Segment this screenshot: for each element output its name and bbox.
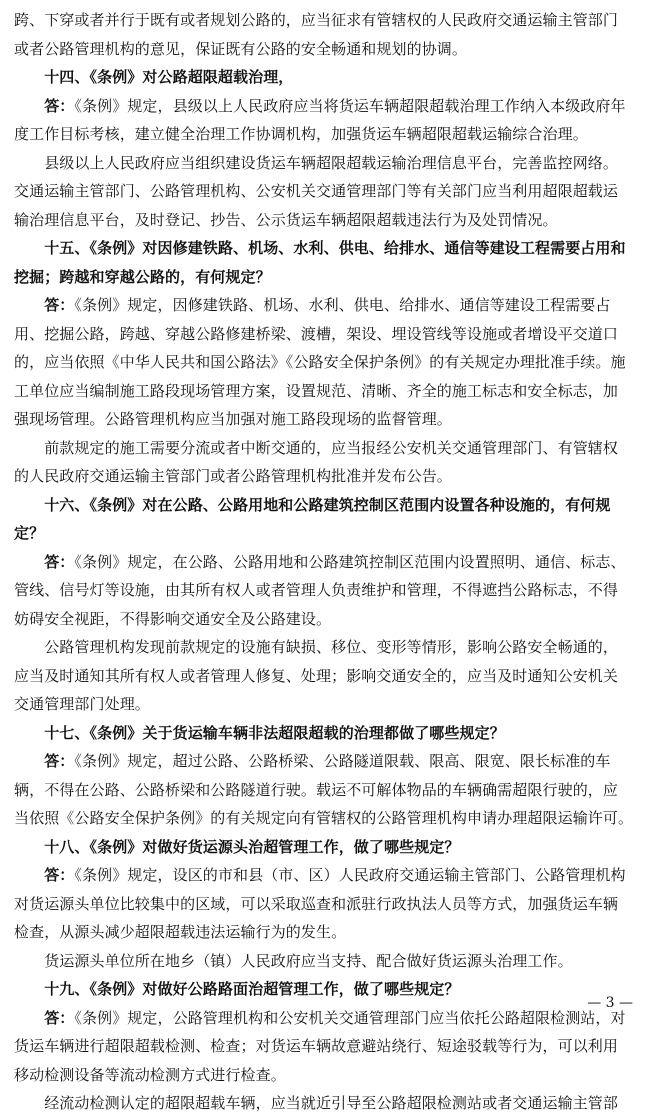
line-text: 《条例》规定，公路管理机构和公安机关交通管理部门应当依托公路超限检测站，对: [74, 1008, 626, 1027]
line-text: 跨、下穿或者并行于既有或者规划公路的，应当征求有管辖权的人民政府交通运输主管部门: [14, 11, 619, 29]
line-text: 妨碍安全视距，不得影响交通安全及公路建设。: [14, 609, 332, 628]
line-text: 或者公路管理机构的意见，保证既有公路的安全畅通和规划的协调。: [14, 39, 468, 58]
line-text: 输治理信息平台，及时登记、抄告、公示货运车辆超限超载违法行为及处罚情况。: [14, 210, 558, 229]
paragraph-line: [14, 1089, 640, 1118]
section-heading-line: [14, 975, 640, 1004]
line-text: 十七、《条例》关于货运输车辆非法超限超载的治理都做了哪些规定？: [14, 723, 505, 742]
paragraph-line: [14, 747, 640, 776]
line-text: 移动检测设备等流动检测方式进行检查。: [14, 1065, 286, 1084]
line-text: 交通管理部门处理。: [14, 695, 150, 713]
paragraph-line: [14, 92, 640, 121]
line-text: 货运源头单位所在地乡（镇）人民政府应当支持、配合做好货运源头治理工作。: [14, 951, 573, 970]
line-text: 经流动检测认定的超限超载车辆，应当就近引导至公路超限检测站或者交通运输主管部: [14, 1094, 619, 1112]
line-text: 《条例》规定，因修建铁路、机场、水利、供电、给排水、通信等建设工程需要占: [74, 296, 611, 314]
paragraph-line: [14, 576, 640, 605]
answer-label: 答：: [14, 866, 75, 884]
section-heading-line: [14, 63, 640, 92]
line-text: 挖掘；跨越和穿越公路的，有何规定？: [14, 267, 271, 286]
answer-label: 答：: [14, 96, 75, 115]
line-text: 十五、《条例》对因修建铁路、机场、水利、供电、给排水、通信等建设工程需要占用和: [14, 239, 626, 257]
paragraph-line: [14, 6, 640, 35]
paragraph-line: [14, 776, 640, 805]
answer-label: 答：: [14, 296, 75, 314]
paragraph-line: [14, 1061, 640, 1090]
paragraph-line: [14, 149, 640, 178]
paragraph-line: [14, 690, 640, 719]
paragraph-line: [14, 434, 640, 463]
paragraph-line: [14, 377, 640, 406]
paragraph-line: [14, 1004, 640, 1033]
line-text: 《条例》规定，设区的市和县（市、区）人民政府交通运输主管部门、公路管理机构: [74, 866, 626, 884]
line-text: 辆，不得在公路、公路桥梁和公路隧道行驶。载运不可解体物品的车辆确需超限行驶的，应: [14, 780, 619, 799]
line-text: 的，应当依照《中华人民共和国公路法》《公路安全保护条例》的有关规定办理批准手续。施: [14, 353, 626, 371]
section-heading-line: [14, 491, 640, 520]
line-text: 公路管理机构发现前款规定的设施有缺损、移位、变形等情形，影响公路安全畅通的，: [14, 638, 619, 656]
line-text: 县级以上人民政府应当组织建设货运车辆超限超载运输治理信息平台，完善监控网络。: [14, 153, 619, 172]
line-text: 应当及时通知其所有权人或者管理人修复、处理；影响交通安全的，应当及时通知公安机关: [14, 666, 619, 685]
paragraph-line: [14, 291, 640, 320]
section-heading-line: [14, 719, 640, 748]
paragraph-line: [14, 804, 640, 833]
line-text: 交通运输主管部门、公路管理机构、公安机关交通管理部门等有关部门应当利用超限超载运: [14, 182, 619, 200]
section-heading-line: [14, 234, 640, 263]
line-text: 当依照《公路安全保护条例》的有关规定向有管辖权的公路管理机构申请办理超限运输许可。: [14, 809, 634, 827]
answer-label: 答：: [14, 552, 75, 571]
page-number: — 3 —: [587, 995, 633, 1011]
paragraph-line: [14, 177, 640, 206]
line-text: 十八、《条例》对做好货运源头治超管理工作，做了哪些规定？: [14, 837, 460, 856]
paragraph-line: [14, 662, 640, 691]
paragraph-line: [14, 605, 640, 634]
line-text: 十四、《条例》对公路超限超载治理，: [14, 68, 294, 86]
section-heading-line: [14, 263, 640, 292]
line-text: 定？: [14, 524, 45, 542]
line-text: 工单位应当编制施工路段现场管理方案，设置规范、清晰、齐全的施工标志和安全标志，加: [14, 381, 619, 400]
paragraph-line: [14, 120, 640, 149]
answer-label: 答：: [14, 1008, 75, 1027]
paragraph-line: [14, 348, 640, 377]
paragraph-line: [14, 1032, 640, 1061]
answer-label: 答：: [14, 752, 75, 770]
line-text: 的人民政府交通运输主管部门或者公路管理机构批准并发布公告。: [14, 467, 452, 485]
paragraph-line: [14, 548, 640, 577]
paragraph-line: [14, 861, 640, 890]
line-text: 十六、《条例》对在公路、公路用地和公路建筑控制区范围内设置各种设施的，有何规: [14, 495, 611, 514]
paragraph-line: [14, 320, 640, 349]
section-heading-line: [14, 833, 640, 862]
line-text: 《条例》规定，县级以上人民政府应当将货运车辆超限超载治理工作纳入本级政府年: [74, 96, 626, 115]
line-text: 用、挖掘公路，跨越、穿越公路修建桥梁、渡槽，架设、埋设管线等设施或者增设平交道口: [14, 324, 619, 343]
paragraph-line: [14, 462, 640, 491]
line-text: 度工作目标考核，建立健全治理工作协调机构，加强货运车辆超限超载运输综合治理。: [14, 125, 588, 143]
line-text: 管线、信号灯等设施，由其所有权人或者管理人负责维护和管理，不得遮挡公路标志，不得: [14, 581, 619, 599]
line-text: 十九、《条例》对做好公路路面治超管理工作，做了哪些规定？: [14, 980, 460, 998]
paragraph-line: [14, 947, 640, 976]
line-text: 《条例》规定，超过公路、公路桥梁、公路隧道限载、限高、限宽、限长标准的车: [74, 752, 611, 770]
paragraph-line: [14, 918, 640, 947]
line-text: 货运车辆进行超限超载检测、检查；对货运车辆故意避站绕行、短途驳载等行为，可以利用: [14, 1037, 619, 1055]
paragraph-line: [14, 206, 640, 235]
line-text: 《条例》规定，在公路、公路用地和公路建筑控制区范围内设置照明、通信、标志、: [74, 552, 626, 571]
line-text: 对货运源头单位比较集中的区域，可以采取巡查和派驻行政执法人员等方式，加强货运车辆: [14, 894, 619, 913]
line-text: 前款规定的施工需要分流或者中断交通的，应当报经公安机关交通管理部门、有管辖权: [14, 438, 619, 457]
document-body: [14, 6, 640, 1118]
document-page: [14, 6, 640, 1118]
paragraph-line: [14, 35, 640, 64]
section-heading-line: [14, 519, 640, 548]
paragraph-line: [14, 405, 640, 434]
line-text: 强现场管理。公路管理机构应当加强对施工路段现场的监督管理。: [14, 410, 452, 428]
paragraph-line: [14, 890, 640, 919]
paragraph-line: [14, 633, 640, 662]
line-text: 检查，从源头减少超限超载违法运输行为的发生。: [14, 923, 347, 941]
